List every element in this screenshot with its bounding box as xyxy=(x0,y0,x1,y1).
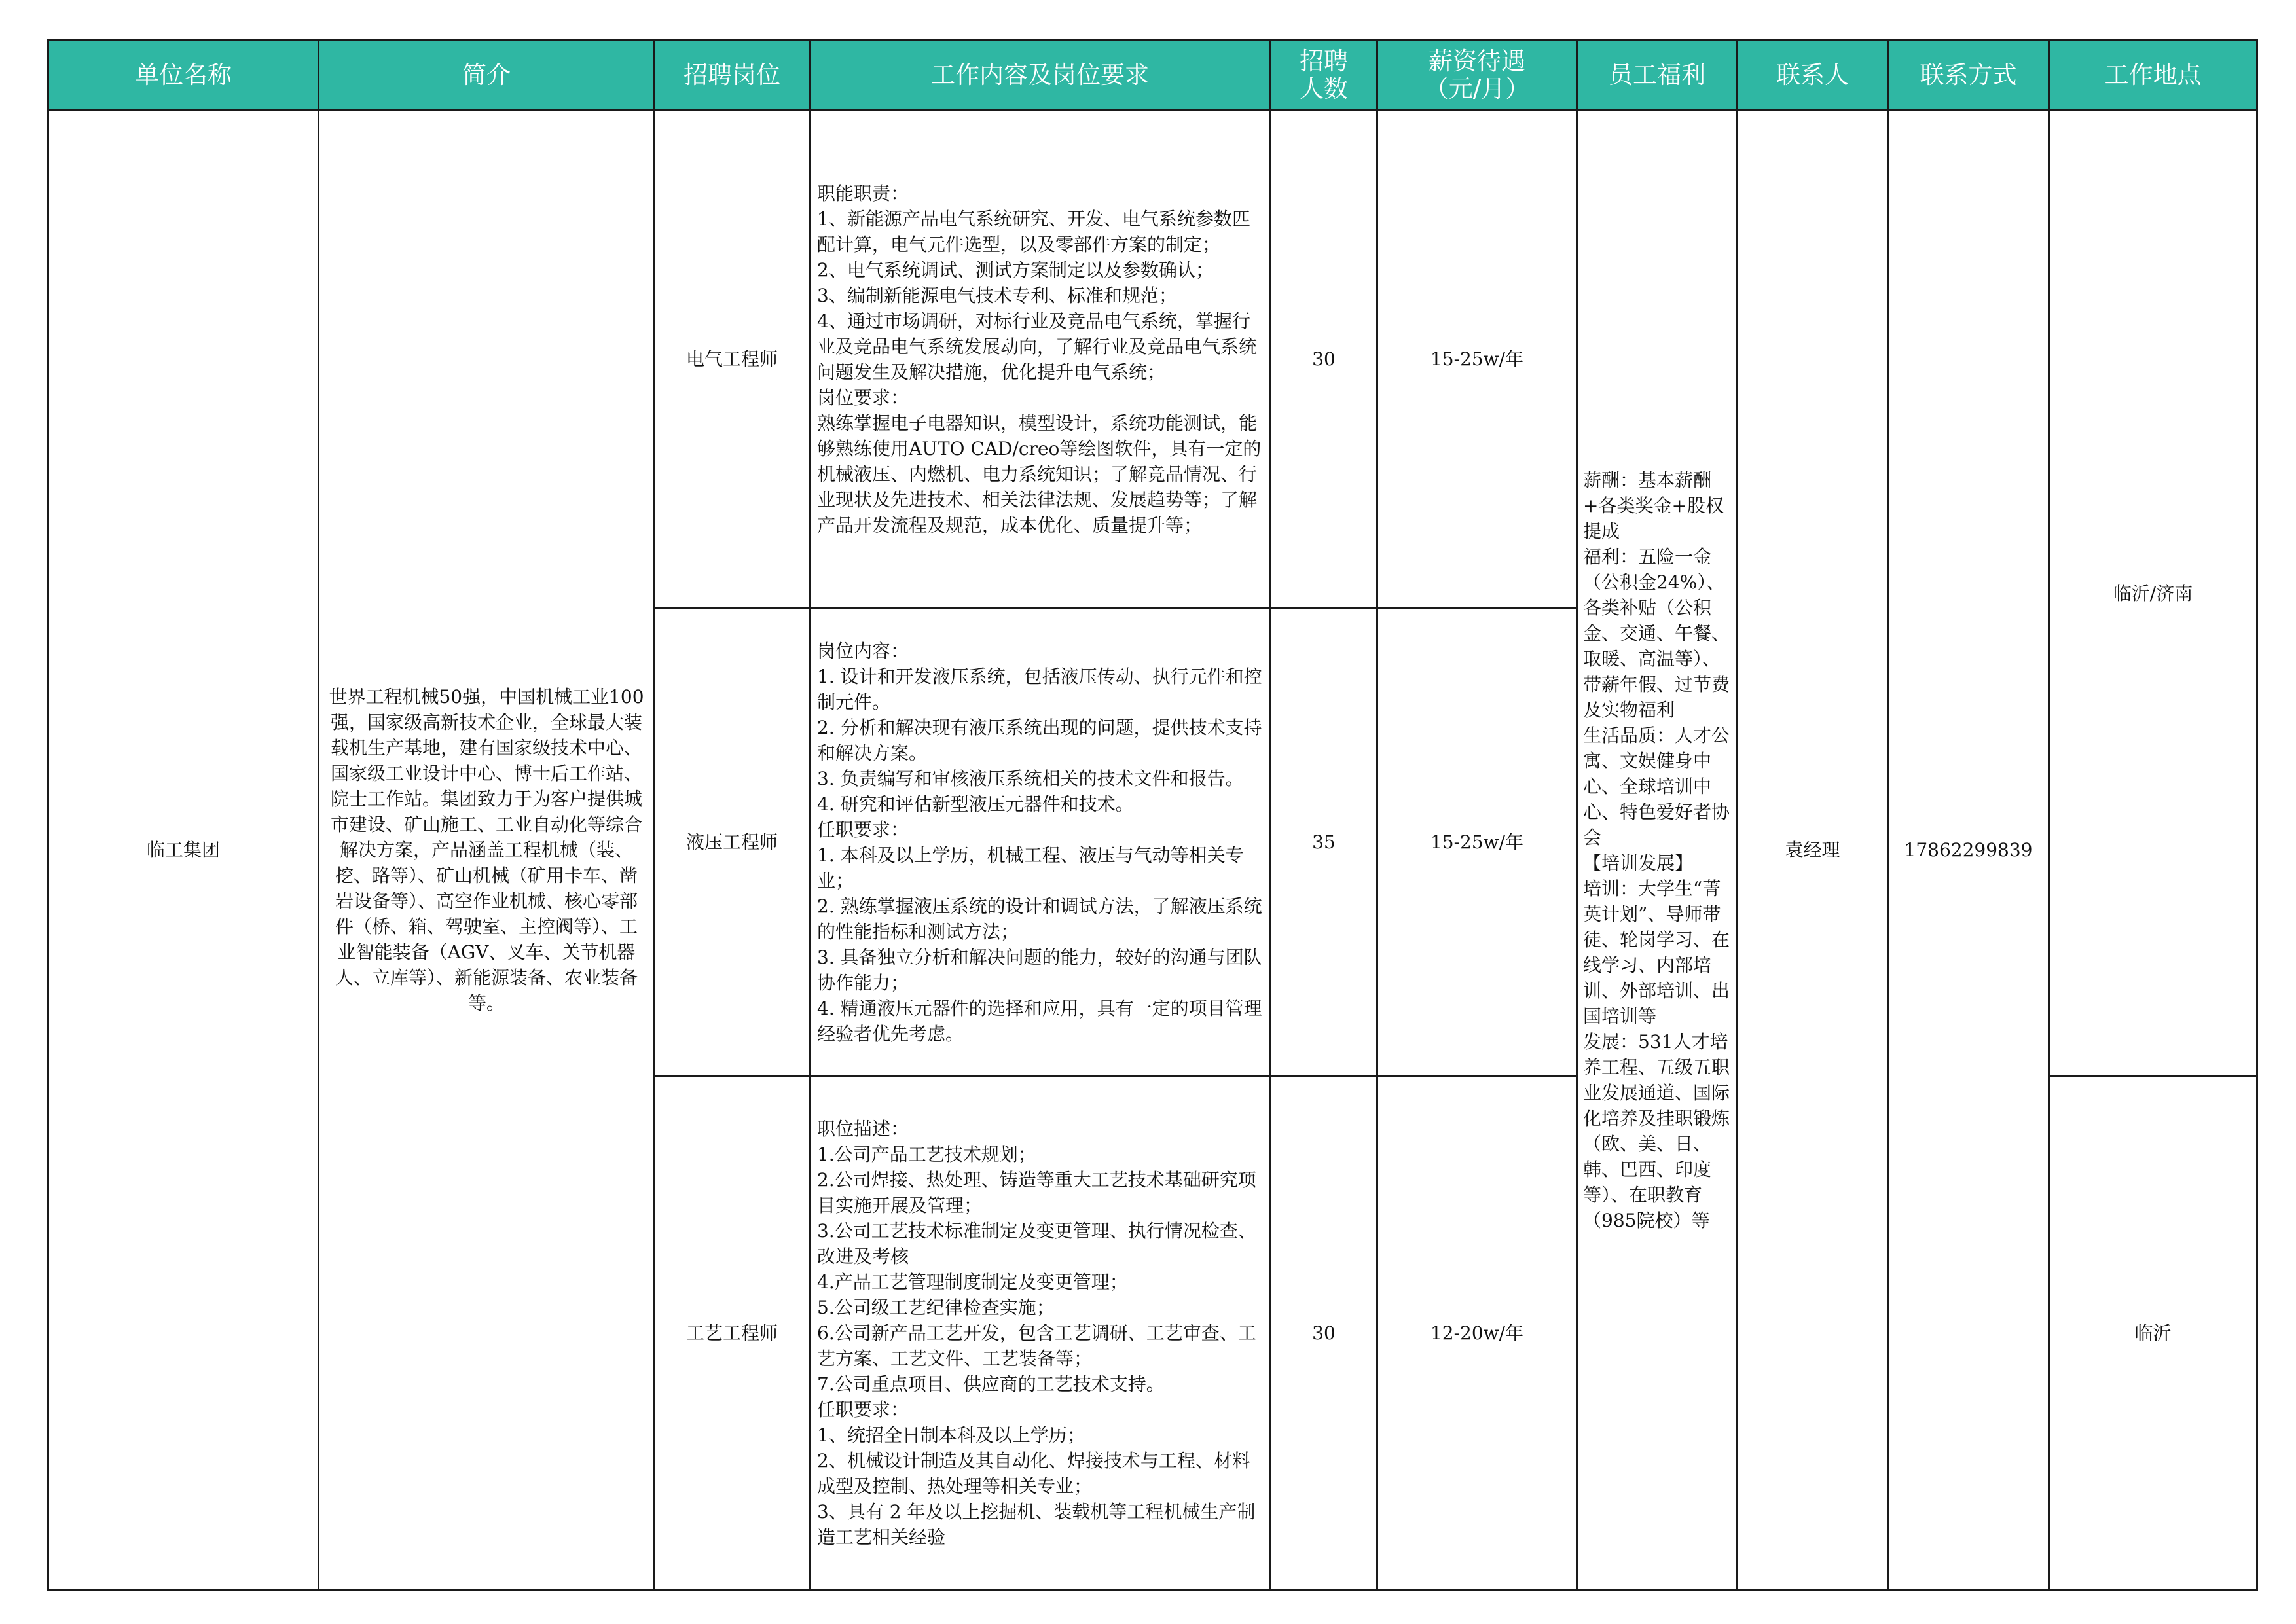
job-salary: 12-20w/年 xyxy=(1377,1077,1577,1590)
header-requirements: 工作内容及岗位要求 xyxy=(810,41,1271,111)
header-location: 工作地点 xyxy=(2049,41,2257,111)
job-position: 液压工程师 xyxy=(655,608,810,1077)
job-position: 电气工程师 xyxy=(655,111,810,608)
job-requirements: 岗位内容： 1. 设计和开发液压系统，包括液压传动、执行元件和控制元件。 2. 分析和解决现有液压系统出现的问题，提供技术支持和解决方案。 3. 负责编写和审核液压系统相关的技术文件和报告。 4. 研究和评估新型液压元器件和技术。 任职要求： 1. 本科及以上学历，机械工程、液压与气动等相关专业； 2. 熟练掌握液压系统的设计和调试方法，了解液压系统的性能指标和测试方法； 3. 具备独立分析和解决问题的能力，较好的沟通与团队协作能力； 4. 精通液压元器件的选择和应用，具有一定的项目管理经验者优先考虑。 xyxy=(810,608,1271,1077)
header-row xyxy=(48,41,2257,111)
work-location: 临沂 xyxy=(2049,1077,2257,1590)
table-row xyxy=(48,111,2257,608)
job-requirements: 职能职责： 1、新能源产品电气系统研究、开发、电气系统参数匹配计算，电气元件选型，以及零部件方案的制定； 2、电气系统调试、测试方案制定以及参数确认； 3、编制新能源电气技术专利、标准和规范； 4、通过市场调研，对标行业及竞品电气系统，掌握行业及竞品电气系统发展动向，了解行业及竞品电气系统问题发生及解决措施，优化提升电气系统； 岗位要求： 熟练掌握电子电器知识，模型设计，系统功能测试，能够熟练使用AUTO CAD/creo等绘图软件，具有一定的机械液压、内燃机、电力系统知识；了解竞品情况、行业现状及先进技术、相关法律法规、发展趋势等；了解产品开发流程及规范，成本优化、质量提升等； xyxy=(810,111,1271,608)
work-location: 临沂/济南 xyxy=(2049,111,2257,1077)
company-intro: 世界工程机械50强，中国机械工业100强，国家级高新技术企业，全球最大装载机生产基地，建有国家级技术中心、国家级工业设计中心、博士后工作站、院士工作站。集团致力于为客户提供城市建设、矿山施工、工业自动化等综合解决方案，产品涵盖工程机械（装、挖、路等）、矿山机械（矿用卡车、凿岩设备等）、高空作业机械、核心零部件（桥、箱、驾驶室、主控阀等）、工业智能装备（AGV、叉车、关节机器人、立库等）、新能源装备、农业装备等。 xyxy=(319,111,655,1590)
recruitment-table xyxy=(47,39,2258,1591)
header-intro: 简介 xyxy=(319,41,655,111)
job-salary: 15-25w/年 xyxy=(1377,608,1577,1077)
company-name: 临工集团 xyxy=(48,111,319,1590)
header-company: 单位名称 xyxy=(48,41,319,111)
header-headcount: 招聘 人数 xyxy=(1271,41,1377,111)
company-benefits: 薪酬：基本薪酬+各类奖金+股权提成 福利：五险一金（公积金24%）、各类补贴（公积金、交通、午餐、取暖、高温等）、带薪年假、过节费及实物福利 生活品质：人才公寓、文娱健身中心、全球培训中心、特色爱好者协会 【培训发展】 培训：大学生“菁英计划”、导师带徒、轮岗学习、在线学习、内部培训、外部培训、出国培训等 发展：531人才培养工程、五级五职业发展通道、国际化培养及挂职锻炼（欧、美、日、韩、巴西、印度等）、在职教育（985院校）等 xyxy=(1577,111,1738,1590)
header-contact: 联系人 xyxy=(1738,41,1888,111)
contact-person: 袁经理 xyxy=(1738,111,1888,1590)
job-salary: 15-25w/年 xyxy=(1377,111,1577,608)
job-headcount: 35 xyxy=(1271,608,1377,1077)
header-benefits: 员工福利 xyxy=(1577,41,1738,111)
contact-phone: 17862299839 xyxy=(1888,111,2049,1590)
job-headcount: 30 xyxy=(1271,1077,1377,1590)
job-requirements: 职位描述： 1.公司产品工艺技术规划； 2.公司焊接、热处理、铸造等重大工艺技术基础研究项目实施开展及管理； 3.公司工艺技术标准制定及变更管理、执行情况检查、改进及考核 4.产品工艺管理制度制定及变更管理； 5.公司级工艺纪律检查实施； 6.公司新产品工艺开发，包含工艺调研、工艺审查、工艺方案、工艺文件、工艺装备等； 7.公司重点项目、供应商的工艺技术支持。 任职要求： 1、统招全日制本科及以上学历； 2、机械设计制造及其自动化、焊接技术与工程、材料成型及控制、热处理等相关专业； 3、具有 2 年及以上挖掘机、装载机等工程机械生产制造工艺相关经验 xyxy=(810,1077,1271,1590)
header-phone: 联系方式 xyxy=(1888,41,2049,111)
job-position: 工艺工程师 xyxy=(655,1077,810,1590)
header-position: 招聘岗位 xyxy=(655,41,810,111)
header-salary: 薪资待遇 （元/月） xyxy=(1377,41,1577,111)
job-headcount: 30 xyxy=(1271,111,1377,608)
